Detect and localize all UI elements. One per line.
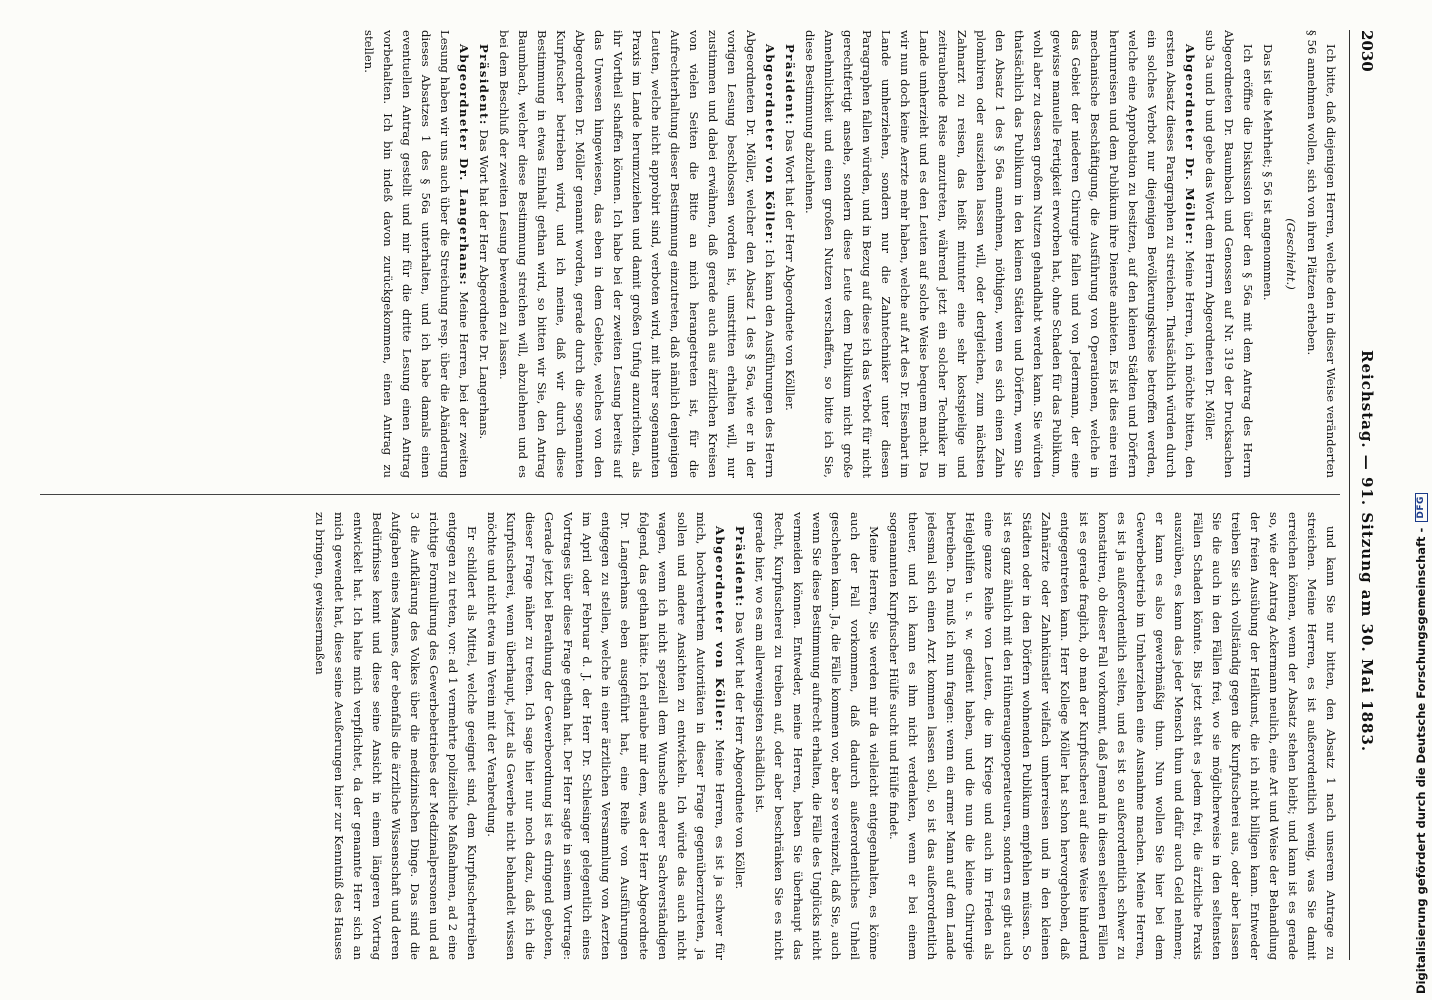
paragraph-text: Meine Herren, ich möchte bitten, den ersten Absatz dieses Paragraphen zu streichen. Thatsächlich würden durch ein solches Verbot nur diejenigen Bevölkerungskreise betroffen werden, welche eine Approbation zu besitzen, auf den kleinen Städten und Dörfern herumreisen und dem Publikum ihre Dienste anbieten. Es ist dies eine rein mechanische Beschäftigung, die Ausführung von Operationen, welche in das Gebiet der niederen Chirurgie fallen und von Jedermann, der eine gewisse manuelle Fertigkeit erworben hat, ohne Schaden für das Publikum, wohl aber zu dessen großem Nutzen gehandhabt werden kann. Sie würden thatsächlich das Publikum in den kleinen Städten und Dörfern, wenn Sie den Absatz 1 des § 56a annehmen, nöthigen, wenn es sich einen Zahn plombiren oder ausziehen lassen will, oder dergleichen, zum nächsten Zahnarzt zu reisen, das heißt mitunter eine sehr kostspielige und zeitraubende Reise anzutreten, während jetzt ein solcher Techniker im Lande umherzieht und es den Leuten auf solche Weise bequem macht. Da wir nun doch keine Aerzte mehr haben, welche auf Art des Dr. Eisenbart im Lande umherziehen, sondern nur die Zahntechniker unter diesen Paragraphen fallen würden, und in Bezug auf diese ich das Verbot für nicht gerechtfertigt ansehe, sondern diese Leute dem Publikum nicht große Annehmlichkeit und einen großen Nutzen verschaffen, so bitte ich Sie, diese Bestimmung abzulehnen. bbox=[803, 30, 1197, 478]
paragraph bbox=[494, 30, 779, 478]
paragraph-text: Das Wort hat der Herr Abgeordnete Dr. Langerhans. bbox=[477, 129, 491, 440]
paragraph-text: Ich bitte, daß diejenigen Herren, welche den in dieser Weise veränderten § 56 annehmen wollen, sich von ihren Plätzen erheben. bbox=[1305, 30, 1338, 478]
paragraph-text: Meine Herren, bei der zweiten Lesung haben wir uns auch über die Streichung resp. über die Abänderung dieses Absatzes 1 des § 56a unterhalten, und ich habe damals einen eventuellen Antrag gestellt und mir für die dritte Lesung einen Antrag vorbehalten. Ich bin indeß davon zurückgekommen, einen Antrag zu stellen. bbox=[362, 30, 471, 478]
paragraph bbox=[1302, 30, 1340, 478]
speaker-name: Abgeordneter von Köller: bbox=[763, 44, 777, 246]
paragraph bbox=[359, 30, 473, 478]
speaker-name: Präsident: bbox=[477, 44, 491, 126]
paragraph-text: (Geschieht.) bbox=[1284, 218, 1298, 290]
speaker-name: Abgeordneter Dr. Langerhans: bbox=[457, 44, 471, 287]
credit-text: Digitalisierung gefördert durch die Deutsche Forschungsgemeinschaft - bbox=[1414, 527, 1428, 994]
text-column-right bbox=[20, 512, 1340, 960]
column-divider bbox=[40, 494, 1340, 495]
paragraph-text: Das ist die Mehrheit; § 56 ist angenommen. bbox=[1261, 44, 1275, 301]
paragraph bbox=[1258, 30, 1277, 478]
paragraph-text: Das Wort hat der Herr Abgeordnete von Kölller. bbox=[783, 129, 797, 411]
paragraph-text: Meine Herren, Sie werden mir da vielleicht entgegenhalten, es könne auch der Fall vorkommen, daß dadurch außerordentliches Unheil geschehen kann. Ja, die Fälle kommen vor, aber so vereinzelt, daß Sie, auch wenn Sie diese Bestimmung aufrecht erhalten, die Fälle des Unglücks nicht vermeiden können. Entweder, meine Herren, heben Sie überhaupt das Recht, Kurpfuscherei zu treiben auf, oder aber beschränken Sie es nicht gerade hier, wo es am allerwenigsten schädlich ist. bbox=[753, 512, 881, 960]
paragraph bbox=[1281, 30, 1300, 478]
paragraph bbox=[884, 512, 1340, 960]
paragraph bbox=[780, 30, 799, 478]
paragraph bbox=[800, 30, 1199, 478]
running-head bbox=[1352, 30, 1378, 960]
speaker-name: Abgeordneter von Köller: bbox=[713, 526, 727, 733]
text-column-left bbox=[20, 30, 1340, 478]
running-title: Reichstag. — 91. Sitzung am 30. Mai 1883. bbox=[1358, 350, 1376, 753]
paragraph bbox=[310, 512, 481, 960]
page-number: 2030 bbox=[1358, 30, 1376, 72]
paragraph-text: Er schildert als Mittel, welche geeignet sind, dem Kurpfuschertreiben entgegen zu treten, vor: ad 1 vermehrte polizeiliche Maßnahmen, ad 2 eine richtige Formulirung des Gewerbebetriebes der Medizinalpersonen und ad 3 die Aufklärung des Volkes über die medizinischen Dinge. Das sind die Aufgaben eines Mannes, der ebenfalls die ärztliche Wissenschaft und deren Bedürfnisse kennt und diese seine Ansicht in einem längeren Vortrag entwickelt hat. Ich halte mich verpflichtet, da der genannte Herr sich an mich gewendet hat, diese seine Aeußerungen hier zur Kenntniß des Hauses zu bringen, gewissermaßen bbox=[313, 512, 479, 960]
paragraph-text: Ich eröffne die Diskussion über den § 56a mit dem Antrag des Herrn Abgeordneten Dr. Baumbach und Genossen auf Nr. 319 der Drucksachen sub 3a und b und gebe das Wort dem Herrn Abgeordneten Dr. Möller. bbox=[1203, 30, 1255, 478]
digitization-credit bbox=[1414, 0, 1428, 994]
paragraph bbox=[1200, 30, 1257, 478]
dfg-logo: DFG bbox=[1415, 493, 1428, 522]
speaker-name: Präsident: bbox=[783, 44, 797, 126]
speaker-name: Präsident: bbox=[733, 526, 747, 608]
paragraph-text: Meine Herren, es ist ja schwer für mich, hochverehrtem Autoritäten in dieser Frage gegenüberzutreten, ja sollen und andere Ansichten zu entwickeln. Ich würde das auch nicht wagen, wenn ich nicht speziell dem Wunsche anderer Sachverständigen folgend, das gethan hätte. Ich erlaube mir dem, was der Herr Abgeordnete Dr. Langerhans eben ausgeführt hat, eine Reihe von Ausführungen entgegen zu stellen, welche in einer ärztlichen Versammlung von Aerzten im April oder Februar d. J. der Herr Dr. Schlesinger gelegentlich eines Vortrages über diese Frage gethan hat. Der Herr sagte in seinem Vortrage: Gerade jetzt bei Berathung der Gewerbeordnung ist es dringend geboten, dieser Frage näher zu treten. Ich sage hier nur noch dazu, daß ich die Kurpfuscherei, wenn überhaupt, jetzt als Gewerbe nicht behandelt wissen möchte und nicht etwa im Verein mit der Verabredung. bbox=[485, 512, 727, 960]
paragraph-text: Ich kann den Ausführungen des Herrn Abgeordneten Dr. Möller, welcher den Absatz 1 des § 56a, wie er in der vorigen Lesung beschlossen worden ist, umstritten erhalten will, nur zustimmen und dabei erwähnen, daß gerade auch aus ärztlichen Kreisen von vielen Seiten die Bitte an mich herangetreten ist, für die Aufrechterhaltung dieser Bestimmung einzutreten, daß nämlich denjenigen Leuten, welche nicht approbirt sind, verboten wird, mit ihrer sogenannten Praxis im Lande herumzuziehen und damit großen Unfug anzurichten, als ihr Vortheil schaffen können. Ich habe bei der zweiten Lesung bereits auf das Unwesen hingewiesen, das eben in dem Gebiete, welches von den Abgeordneten Dr. Möller genannt worden, gerade durch die sogenannten Kurpfuscher betrieben wird, und ich meine, daß wir durch diese Bestimmung in etwas Einhalt gethan wird, so bitten wir Sie, den Antrag Baumbach, welcher diese Bestimmung streichen will, abzulehnen und es bei dem Beschluß der zweiten Lesung bewenden zu lassen. bbox=[497, 30, 777, 478]
paragraph bbox=[482, 512, 729, 960]
paragraph bbox=[730, 512, 749, 960]
paragraph-text: Das Wort hat der Herr Abgeordnete von Köller. bbox=[733, 611, 747, 890]
paragraph bbox=[474, 30, 493, 478]
paragraph-text: und kann Sie nur bitten, den Absatz 1 nach unserem Antrage zu streichen. Meine Herren, es ist außerordentlich wenig, was Sie damit erreichen können, wenn der Absatz stehen bleibt; und kann ist es gerade so, wie der Antrag Ackermann neulich, eine Art und Weise der Behandlung der freien Ausübung der Heilkunst, die ich nicht billigen kann. Entweder treiben Sie sich vollständig gegen die Kurpfuscherei aus, oder aber lassen Sie die auch in den Fällen frei, wo sie möglicherweise in den seltensten Fällen Schaden könnte. Bis jetzt steht es jedem frei, die ärztliche Praxis auszuüben, es kann das jeder Mensch thun und dafür auch Geld nehmen; er kann es also gewerbmäßig thun. Nun wollen Sie hier bei dem Gewerbebetrieb im Umherziehen eine Ausnahme machen. Meine Herren, es ist ja außerordentlich selten, und es ist so außerordentlich schwer zu konstatiren, ob dieser Fall vorkommt, daß Jemand in diesen seltenen Fällen ist es gerade fraglich, ob man der Kurpfuscherei auf diese Weise hindernd entgegentreten kann. Herr Kollege Möller hat schon hervorgehoben, daß Zahnärzte oder Zahnkünstler vielfach umherreisen und in den kleinen Städten oder in den Dörfern wohnenden Publikum empfehlen müssen. So ist es ganz ähnlich mit den Hühneraugenoperateuren, sondern es gibt auch eine ganze Reihe von Leuten, die im Kriege und auch im Frieden als Heilgehilfen u. s. w. gedient haben, und die nun die kleine Chirurgie betreiben. Da muß ich nun fragen: wenn ein armer Mann auf dem Lande jedesmal sich einen Arzt kommen lassen soll, so ist das außerordentlich theuer, und ich kann es ihm nicht verdenken, wenn er bei einem sogenannten Kurpfuscher Hülfe sucht und Hülfe findet. bbox=[887, 512, 1338, 960]
speaker-name: Abgeordneter Dr. Möller: bbox=[1183, 44, 1197, 246]
header-rule bbox=[1349, 30, 1350, 960]
paragraph bbox=[750, 512, 883, 960]
